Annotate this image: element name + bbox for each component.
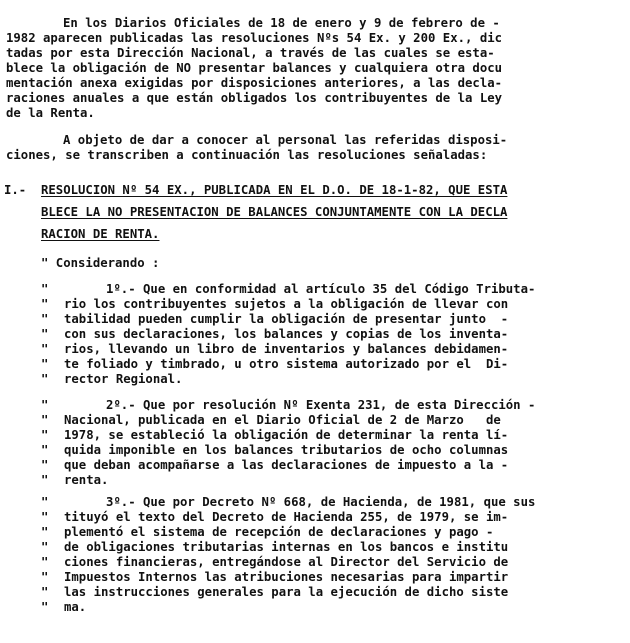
quote-mark: "	[41, 585, 49, 599]
intro-line: En los Diarios Oficiales de 18 de enero y 9 de febrero de -	[63, 16, 500, 30]
paragraph-line: quida imponible en los balances tributarios de ocho columnas	[64, 443, 509, 457]
paragraph-line: te foliado y timbrado, u otro sistema autorizado por el Di-	[64, 357, 509, 371]
paragraph-line: renta.	[64, 473, 109, 487]
quote-mark: "	[41, 372, 49, 386]
paragraph-line: rio los contribuyentes sujetos a la obligación de llevar con	[64, 297, 509, 311]
paragraph-line: 1978, se estableció la obligación de determinar la renta lí-	[64, 428, 509, 442]
quote-mark: "	[41, 327, 49, 341]
intro-line: blece la obligación de NO presentar balances y cualquiera otra docu	[6, 61, 503, 75]
quote-mark: "	[41, 458, 49, 472]
paragraph-line: 1º.- Que en conformidad al artículo 35 del Código Tributa-	[106, 282, 536, 296]
paragraph-line: ciones financieras, entregándose al Director del Servicio de	[64, 555, 509, 569]
quote-mark: "	[41, 600, 49, 614]
quote-mark: "	[41, 297, 49, 311]
section-title-line: RACION DE RENTA.	[41, 227, 160, 241]
intro-line: raciones anuales a que están obligados los contribuyentes de la Ley	[6, 91, 503, 105]
paragraph-line: tabilidad pueden cumplir la obligación de presentar junto -	[64, 312, 509, 326]
quote-mark: "	[41, 540, 49, 554]
quote-mark: "	[41, 428, 49, 442]
quote-mark: "	[41, 473, 49, 487]
quote-mark: "	[41, 570, 49, 584]
quote-mark: "	[41, 525, 49, 539]
intro-line: mentación anexa exigidas por disposiciones anteriores, a las decla-	[6, 76, 503, 90]
paragraph-line: tituyó el texto del Decreto de Hacienda 255, de 1979, se im-	[64, 510, 509, 524]
paragraph-line: las instrucciones generales para la ejecución de dicho siste	[64, 585, 509, 599]
paragraph-line: con sus declaraciones, los balances y copias de los inventa-	[64, 327, 509, 341]
intro-line: de la Renta.	[6, 106, 95, 120]
intro-line: 1982 aparecen publicadas las resoluciones Nºs 54 Ex. y 200 Ex., dic	[6, 31, 503, 45]
paragraph-line: Nacional, publicada en el Diario Oficial de 2 de Marzo de	[64, 413, 501, 427]
quote-mark: "	[41, 312, 49, 326]
purpose-line: A objeto de dar a conocer al personal las referidas disposi-	[63, 133, 508, 147]
quote-mark: "	[41, 342, 49, 356]
paragraph-line: 2º.- Que por resolución Nº Exenta 231, de esta Dirección -	[106, 398, 536, 412]
quote-mark: "	[41, 413, 49, 427]
quote-mark: "	[41, 398, 49, 412]
intro-line: tadas por esta Dirección Nacional, a través de las cuales se esta-	[6, 46, 495, 60]
paragraph-line: plementó el sistema de recepción de declaraciones y pago -	[64, 525, 494, 539]
paragraph-line: rector Regional.	[64, 372, 183, 386]
paragraph-line: 3º.- Que por Decreto Nº 668, de Hacienda, de 1981, que sus	[106, 495, 536, 509]
section-title-line: RESOLUCION Nº 54 EX., PUBLICADA EN EL D.O. DE 18-1-82, QUE ESTA	[41, 183, 508, 197]
purpose-line: ciones, se transcriben a continuación las resoluciones señaladas:	[6, 148, 488, 162]
quote-mark: "	[41, 495, 49, 509]
quote-mark: "	[41, 443, 49, 457]
quote-mark: "	[41, 357, 49, 371]
quote-mark: "	[41, 510, 49, 524]
quote-mark: "	[41, 555, 49, 569]
paragraph-line: rios, llevando un libro de inventarios y balances debidamen-	[64, 342, 509, 356]
considerando-heading: " Considerando :	[41, 256, 160, 270]
section-title-line: BLECE LA NO PRESENTACION DE BALANCES CONJUNTAMENTE CON LA DECLA	[41, 205, 508, 219]
paragraph-line: que deban acompañarse a las declaraciones de impuesto a la -	[64, 458, 509, 472]
paragraph-line: Impuestos Internos las atribuciones necesarias para impartir	[64, 570, 509, 584]
section-number: I.-	[4, 183, 27, 197]
quote-mark: "	[41, 282, 49, 296]
paragraph-line: ma.	[64, 600, 87, 614]
paragraph-line: de obligaciones tributarias internas en los bancos e institu	[64, 540, 509, 554]
